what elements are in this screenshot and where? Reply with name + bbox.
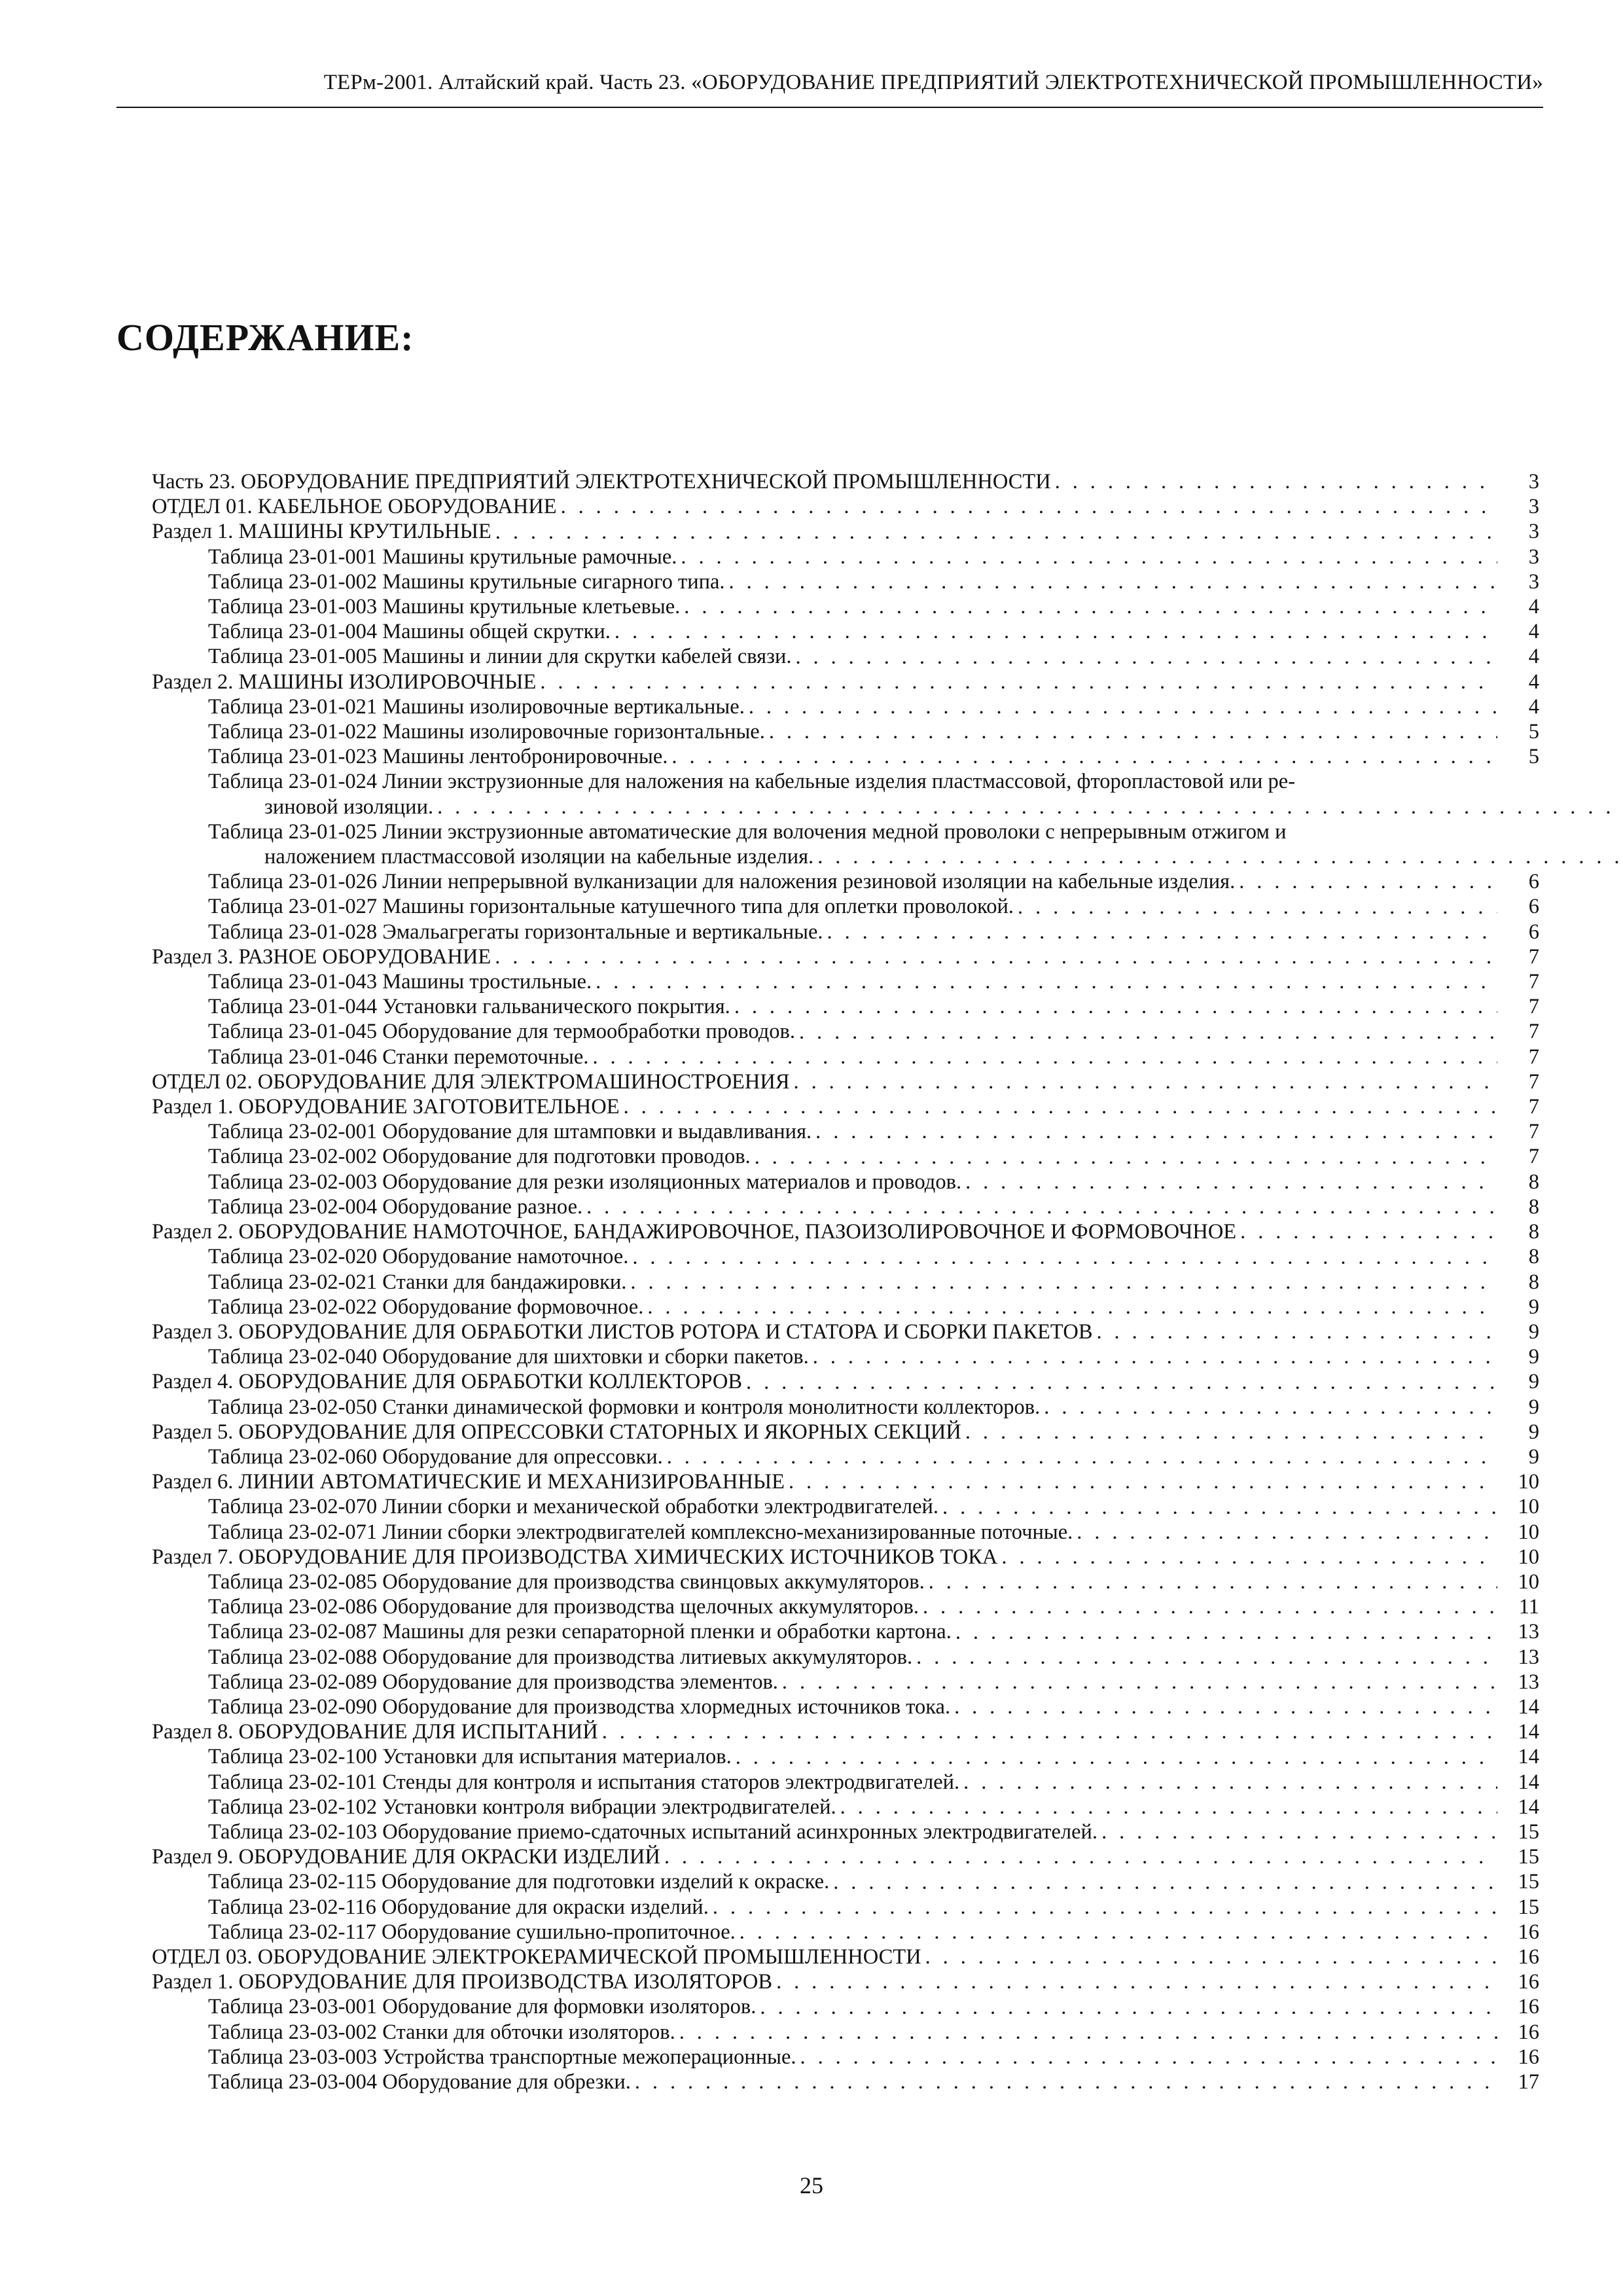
toc-entry-table[interactable] [152, 1820, 1539, 1844]
dot-leader [1051, 469, 1497, 494]
toc-entry-label: Раздел 2. МАШИНЫ ИЗОЛИРОВОЧНЫЕ [152, 670, 537, 694]
toc-entry-label: Таблица 23-03-001 Оборудование для формовки изоляторов. [208, 1995, 757, 2019]
toc-entry-label: Раздел 3. РАЗНОЕ ОБОРУДОВАНИЕ [152, 944, 491, 969]
toc-entry-table[interactable] [152, 994, 1539, 1019]
toc-entry-table[interactable] [152, 569, 1539, 594]
toc-entry-page: 8 [1528, 1220, 1539, 1244]
dot-leader [925, 1570, 1497, 1594]
toc-entry-table[interactable] [152, 1744, 1539, 1769]
toc-entry-page: 15 [1518, 1845, 1539, 1869]
toc-entry-label-continued: наложением пластмассовой изоляции на кабельные изделия. [264, 845, 814, 869]
toc-entry-label: Таблица 23-01-002 Машины крутильные сигарного типа. [208, 569, 725, 594]
toc-entry-label: Таблица 23-02-002 Оборудование для подготовки проводов. [208, 1145, 751, 1169]
dot-leader [959, 1770, 1497, 1795]
toc-entry-label: Таблица 23-01-028 Эмальагрегаты горизонтальные и вертикальные. [208, 920, 823, 944]
toc-entry-label: Таблица 23-02-020 Оборудование намоточное. [208, 1245, 629, 1269]
toc-entry-table[interactable] [152, 1795, 1539, 1820]
dot-leader [725, 569, 1497, 594]
toc-entry-label: Таблица 23-02-089 Оборудование для производства элементов. [208, 1670, 778, 1694]
toc-entry-label: Раздел 9. ОБОРУДОВАНИЕ ДЛЯ ОКРАСКИ ИЗДЕЛИЙ [152, 1845, 660, 1869]
toc-entry-page: 9 [1528, 1295, 1539, 1319]
toc-entry-section[interactable] [152, 494, 1539, 519]
toc-entry-label: Таблица 23-02-040 Оборудование для шихтовки и сборки пакетов. [208, 1345, 809, 1369]
toc-entry-page: 7 [1528, 970, 1539, 994]
toc-entry-page: 6 [1528, 870, 1539, 894]
toc-entry-page: 3 [1528, 470, 1539, 493]
dot-leader [1014, 895, 1497, 920]
toc-entry-page: 3 [1528, 545, 1539, 569]
toc-entry-page: 16 [1518, 1995, 1539, 2019]
dot-leader [668, 744, 1497, 769]
toc-entry-label: Раздел 4. ОБОРУДОВАНИЕ ДЛЯ ОБРАБОТКИ КОЛЛЕКТОРОВ [152, 1370, 743, 1394]
toc-entry-section[interactable] [152, 1969, 1539, 1994]
toc-entry-label: Раздел 7. ОБОРУДОВАНИЕ ДЛЯ ПРОИЗВОДСТВА ХИМИЧЕСКИХ ИСТОЧНИКОВ ТОКА [152, 1545, 998, 1569]
dot-leader [491, 944, 1497, 969]
toc-entry-label: Таблица 23-02-103 Оборудование приемо-сдаточных испытаний асинхронных электродвигателей. [208, 1820, 1098, 1844]
toc-entry-section[interactable] [152, 1094, 1539, 1119]
dot-leader [790, 1069, 1497, 1094]
toc-entry[interactable] [152, 769, 1539, 819]
dot-leader [836, 1795, 1497, 1820]
toc-entry-table[interactable] [152, 2020, 1539, 2045]
toc-entry-table[interactable] [152, 1170, 1539, 1194]
toc-entry-label: Таблица 23-01-003 Машины крутильные клетьевые. [208, 595, 681, 619]
toc-entry-label: Таблица 23-02-088 Оборудование для производства литиевых аккумуляторов. [208, 1645, 913, 1669]
toc-entry-page: 7 [1528, 1069, 1539, 1094]
toc-entry-page: 8 [1528, 1194, 1539, 1219]
dot-leader [592, 969, 1497, 994]
toc-entry-table[interactable] [152, 1920, 1539, 1945]
dot-leader [643, 1295, 1497, 1319]
toc-entry-page: 16 [1518, 1945, 1539, 1969]
toc-entry-label: Раздел 3. ОБОРУДОВАНИЕ ДЛЯ ОБРАБОТКИ ЛИСТОВ РОТОРА И СТАТОРА И СБОРКИ ПАКЕТОВ [152, 1319, 1093, 1344]
dot-leader [611, 619, 1497, 644]
toc-entry-label: Таблица 23-01-021 Машины изолировочные вертикальные. [208, 694, 745, 719]
dot-leader [952, 1620, 1497, 1645]
toc-entry-label: ОТДЕЛ 03. ОБОРУДОВАНИЕ ЭЛЕКТРОКЕРАМИЧЕСКОЙ ПРОМЫШЛЕННОСТИ [152, 1945, 921, 1969]
toc-entry-label: Таблица 23-02-050 Станки динамической формовки и контроля монолитности коллекторов. [208, 1395, 1041, 1419]
toc-entry-label: Раздел 6. ЛИНИИ АВТОМАТИЧЕСКИЕ И МЕХАНИЗИРОВАННЫЕ [152, 1470, 785, 1494]
toc-entry-page: 3 [1528, 495, 1539, 519]
toc-entry-page: 10 [1518, 1520, 1539, 1544]
toc-entry-label: Таблица 23-01-026 Линии непрерывной вулканизации для наложения резиновой изоляции на кабельные изделия. [208, 870, 1236, 894]
toc-entry-page: 7 [1528, 1095, 1539, 1119]
header-rule [116, 107, 1543, 108]
table-of-contents [152, 469, 1539, 2094]
toc-entry-page: 7 [1528, 995, 1539, 1019]
toc-entry-page: 8 [1528, 1170, 1539, 1194]
dot-leader [1235, 869, 1497, 894]
dot-leader [745, 694, 1497, 719]
dot-leader [709, 1895, 1497, 1920]
dot-leader [813, 844, 1623, 869]
toc-entry-page: 3 [1528, 520, 1539, 544]
toc-entry-page: 9 [1528, 1444, 1539, 1469]
toc-entry-table[interactable] [152, 2070, 1539, 2094]
toc-entry-label: Таблица 23-02-070 Линии сборки и механической обработки электродвигателей. [208, 1495, 939, 1519]
toc-entry-label: Раздел 1. ОБОРУДОВАНИЕ ЗАГОТОВИТЕЛЬНОЕ [152, 1095, 620, 1119]
toc-entry-page: 6 [1528, 920, 1539, 944]
dot-leader [677, 545, 1497, 569]
toc-entry-label: Раздел 5. ОБОРУДОВАНИЕ ДЛЯ ОПРЕССОВКИ СТАТОРНЫХ И ЯКОРНЫХ СЕКЦИЙ [152, 1420, 961, 1444]
toc-entry-page: 16 [1518, 1920, 1539, 1944]
toc-entry-page: 16 [1518, 1970, 1539, 1994]
toc-entry-label: Таблица 23-01-024 Линии экструзионные для наложения на кабельные изделия пластмассовой, фторопластовой или ре- [208, 770, 1296, 794]
toc-entry-table[interactable] [152, 619, 1539, 644]
toc-entry-label: Таблица 23-02-021 Станки для бандажировки. [208, 1270, 627, 1294]
toc-entry-page: 9 [1528, 1345, 1539, 1369]
toc-entry-section[interactable] [152, 1469, 1539, 1494]
dot-leader [1040, 1395, 1497, 1420]
toc-entry-page: 10 [1518, 1570, 1539, 1594]
toc-entry-page: 8 [1528, 1245, 1539, 1269]
dot-leader [732, 1745, 1497, 1770]
dot-leader [921, 1945, 1497, 1969]
toc-entry-page: 7 [1528, 1145, 1539, 1169]
toc-entry-table[interactable] [152, 1144, 1539, 1169]
toc-title: СОДЕРЖАНИЕ: [116, 316, 414, 359]
toc-entry-section[interactable] [152, 1319, 1539, 1344]
toc-entry-page: 13 [1518, 1620, 1539, 1644]
dot-leader [620, 1094, 1497, 1119]
dot-leader [912, 1645, 1497, 1670]
toc-entry-page: 13 [1518, 1670, 1539, 1694]
toc-entry-table[interactable] [152, 1395, 1539, 1420]
toc-entry-label: Таблица 23-02-004 Оборудование разное. [208, 1194, 583, 1219]
toc-entry-label: Таблица 23-02-086 Оборудование для производства щелочных аккумуляторов. [208, 1595, 919, 1619]
toc-entry-page: 14 [1518, 1745, 1539, 1769]
toc-entry-label: Таблица 23-01-022 Машины изолировочные горизонтальные. [208, 720, 765, 744]
toc-entry-label: Таблица 23-02-085 Оборудование для производства свинцовых аккумуляторов. [208, 1570, 925, 1594]
dot-leader [1097, 1820, 1497, 1844]
dot-leader [598, 1719, 1497, 1744]
dot-leader [823, 920, 1497, 944]
dot-leader [557, 494, 1497, 519]
toc-entry-label: ОТДЕЛ 02. ОБОРУДОВАНИЕ ДЛЯ ЭЛЕКТРОМАШИНОСТРОЕНИЯ [152, 1069, 790, 1094]
toc-entry-page: 7 [1528, 1020, 1539, 1044]
toc-entry-table[interactable] [152, 1994, 1539, 2019]
toc-entry-section[interactable] [152, 944, 1539, 969]
toc-entry-table[interactable] [152, 894, 1539, 919]
toc-entry-page: 11 [1518, 1595, 1539, 1619]
dot-leader [961, 1420, 1497, 1444]
toc-entry-page: 4 [1528, 670, 1539, 694]
toc-entry-table[interactable] [152, 694, 1539, 719]
toc-entry-table[interactable] [152, 1619, 1539, 1644]
toc-entry-table[interactable] [152, 1019, 1539, 1044]
dot-leader [628, 1245, 1497, 1270]
dot-leader [938, 1495, 1497, 1520]
toc-entry-label: Таблица 23-01-004 Машины общей скрутки. [208, 620, 611, 644]
dot-leader [660, 1844, 1497, 1869]
toc-entry-table[interactable] [152, 1270, 1539, 1295]
toc-entry-table[interactable] [152, 920, 1539, 944]
toc-entry-label: Раздел 1. МАШИНЫ КРУТИЛЬНЫЕ [152, 520, 491, 544]
toc-entry-page: 10 [1518, 1545, 1539, 1569]
toc-entry-section[interactable] [152, 1945, 1539, 1969]
dot-leader [582, 1194, 1497, 1219]
toc-entry-page: 5 [1528, 720, 1539, 744]
dot-leader [772, 1969, 1497, 1994]
toc-entry-label: Таблица 23-01-027 Машины горизонтальные катушечного типа для оплетки проволокой. [208, 895, 1014, 919]
dot-leader [626, 1270, 1497, 1295]
toc-entry-label: Таблица 23-02-116 Оборудование для окраски изделий. [208, 1895, 709, 1919]
toc-entry-page: 4 [1528, 620, 1539, 644]
toc-entry-page: 14 [1518, 1720, 1539, 1744]
toc-entry-label: Раздел 8. ОБОРУДОВАНИЕ ДЛЯ ИСПЫТАНИЙ [152, 1720, 598, 1744]
dot-leader [919, 1594, 1497, 1619]
toc-entry-table[interactable] [152, 1695, 1539, 1719]
dot-leader [631, 2070, 1497, 2094]
toc-entry-label: Раздел 2. ОБОРУДОВАНИЕ НАМОТОЧНОЕ, БАНДАЖИРОВОЧНОЕ, ПАЗОИЗОЛИРОВОЧНОЕ И ФОРМОВОЧНОЕ [152, 1220, 1237, 1244]
running-header: ТЕРм-2001. Алтайский край. Часть 23. «ОБОРУДОВАНИЕ ПРЕДПРИЯТИЙ ЭЛЕКТРОТЕХНИЧЕСКОЙ ПРОМЫШЛЕННОСТИ» [323, 71, 1543, 94]
dot-leader [961, 1170, 1497, 1194]
toc-entry-page: 16 [1518, 2020, 1539, 2044]
toc-entry-page: 7 [1528, 1120, 1539, 1144]
toc-entry-section[interactable] [152, 1420, 1539, 1444]
toc-entry-section[interactable] [152, 519, 1539, 544]
toc-entry-table[interactable] [152, 1520, 1539, 1545]
dot-leader [588, 1045, 1497, 1069]
toc-entry-table[interactable] [152, 969, 1539, 994]
dot-leader [778, 1670, 1497, 1695]
dot-leader [795, 1020, 1497, 1045]
dot-leader [756, 1995, 1497, 2020]
toc-entry-page: 17 [1518, 2070, 1539, 2094]
toc-entry-page: 7 [1528, 944, 1539, 969]
toc-entry-label: Таблица 23-02-001 Оборудование для штамповки и выдавливания. [208, 1120, 812, 1144]
toc-entry-label: Таблица 23-02-003 Оборудование для резки изоляционных материалов и проводов. [208, 1170, 962, 1194]
toc-entry-page: 6 [1528, 895, 1539, 919]
toc-entry-table[interactable] [152, 744, 1539, 769]
toc-entry-table[interactable] [152, 1444, 1539, 1469]
toc-entry-page: 4 [1528, 694, 1539, 719]
dot-leader [680, 594, 1497, 619]
toc-entry-table[interactable] [152, 1670, 1539, 1695]
toc-entry-page: 5 [1528, 745, 1539, 769]
dot-leader [663, 1444, 1497, 1469]
dot-leader [997, 1545, 1497, 1570]
toc-entry-label-continued: зиновой изоляции. [264, 795, 434, 819]
toc-entry-table[interactable] [152, 1895, 1539, 1920]
toc-entry-page: 4 [1528, 645, 1539, 669]
toc-entry-page: 9 [1528, 1395, 1539, 1419]
toc-entry-label: Таблица 23-01-023 Машины лентобронировочные. [208, 745, 668, 769]
toc-entry-label: Таблица 23-01-025 Линии экструзионные автоматические для волочения медной проволоки с непрерывным отжигом и [208, 819, 1287, 844]
dot-leader [809, 1344, 1497, 1369]
toc-entry-label: Таблица 23-01-046 Станки перемоточные. [208, 1045, 589, 1069]
toc-entry-label: Таблица 23-02-100 Установки для испытания материалов. [208, 1745, 732, 1769]
dot-leader [1093, 1319, 1498, 1344]
toc-entry-page: 9 [1528, 1319, 1539, 1344]
toc-entry-table[interactable] [152, 1494, 1539, 1519]
toc-entry-section[interactable] [152, 670, 1539, 694]
toc-entry-table[interactable] [152, 545, 1539, 569]
toc-entry-table[interactable] [152, 1645, 1539, 1670]
toc-entry-section[interactable] [152, 1069, 1539, 1094]
toc-entry-label: Таблица 23-02-022 Оборудование формовочное. [208, 1295, 644, 1319]
toc-entry[interactable] [152, 819, 1539, 869]
toc-entry-label: Таблица 23-02-060 Оборудование для опрессовки. [208, 1444, 663, 1469]
toc-entry-label: ОТДЕЛ 01. КАБЕЛЬНОЕ ОБОРУДОВАНИЕ [152, 495, 557, 519]
toc-entry-page: 15 [1518, 1895, 1539, 1919]
toc-entry-label: Таблица 23-03-002 Станки для обточки изоляторов. [208, 2020, 675, 2044]
dot-leader [785, 1469, 1497, 1494]
toc-entry-label: Таблица 23-02-101 Стенды для контроля и испытания статоров электродвигателей. [208, 1770, 960, 1794]
toc-entry-table[interactable] [152, 594, 1539, 619]
toc-entry-page: 3 [1528, 569, 1539, 594]
toc-entry-page: 15 [1518, 1820, 1539, 1844]
toc-entry-table[interactable] [152, 1344, 1539, 1369]
dot-leader [730, 994, 1497, 1019]
dot-leader [751, 1145, 1497, 1170]
toc-entry-table[interactable] [152, 1770, 1539, 1795]
toc-entry-table[interactable] [152, 1244, 1539, 1269]
toc-entry-label: Таблица 23-01-005 Машины и линии для скрутки кабелей связи. [208, 645, 792, 669]
toc-entry-label: Таблица 23-02-071 Линии сборки электродвигателей комплексно-механизированные поточные. [208, 1520, 1073, 1544]
toc-entry-label: Таблица 23-02-087 Машины для резки сепараторной пленки и обработки картона. [208, 1620, 952, 1644]
toc-entry-page: 16 [1518, 2045, 1539, 2069]
toc-entry-section[interactable] [152, 1545, 1539, 1570]
toc-entry-table[interactable] [152, 1594, 1539, 1619]
toc-entry-label: Таблица 23-02-090 Оборудование для производства хлормедных источников тока. [208, 1695, 951, 1719]
toc-entry-label: Таблица 23-01-044 Установки гальванического покрытия. [208, 995, 730, 1019]
toc-entry-table[interactable] [152, 1570, 1539, 1594]
toc-entry-page: 8 [1528, 1270, 1539, 1294]
toc-entry-table[interactable] [152, 1295, 1539, 1319]
dot-leader [950, 1695, 1497, 1719]
toc-entry-label: Таблица 23-01-045 Оборудование для термообработки проводов. [208, 1020, 795, 1044]
dot-leader [491, 520, 1497, 545]
toc-entry-label: Таблица 23-03-004 Оборудование для обрезки. [208, 2070, 631, 2094]
toc-entry-label: Часть 23. ОБОРУДОВАНИЕ ПРЕДПРИЯТИЙ ЭЛЕКТРОТЕХНИЧЕСКОЙ ПРОМЫШЛЕННОСТИ [152, 470, 1051, 493]
dot-leader [736, 1920, 1497, 1945]
toc-entry-table[interactable] [152, 1869, 1539, 1894]
dot-leader [796, 2045, 1497, 2070]
toc-entry-page: 7 [1528, 1045, 1539, 1069]
toc-entry-section[interactable] [152, 469, 1539, 494]
toc-entry-table[interactable] [152, 719, 1539, 744]
toc-entry-page: 9 [1528, 1370, 1539, 1394]
toc-entry-page: 9 [1528, 1420, 1539, 1444]
toc-entry-page: 10 [1518, 1470, 1539, 1494]
toc-entry-label: Таблица 23-02-102 Установки контроля вибрации электродвигателей. [208, 1795, 836, 1819]
toc-entry-table[interactable] [152, 1194, 1539, 1219]
toc-entry-section[interactable] [152, 1219, 1539, 1244]
toc-entry-table[interactable] [152, 644, 1539, 669]
toc-entry-table[interactable] [152, 869, 1539, 894]
dot-leader [812, 1119, 1497, 1144]
dot-leader [1236, 1219, 1497, 1244]
dot-leader [765, 719, 1497, 744]
toc-entry-label: Раздел 1. ОБОРУДОВАНИЕ ДЛЯ ПРОИЗВОДСТВА ИЗОЛЯТОРОВ [152, 1970, 773, 1994]
toc-entry-page: 14 [1518, 1795, 1539, 1819]
dot-leader [742, 1370, 1497, 1395]
dot-leader [536, 670, 1497, 694]
toc-entry-section[interactable] [152, 1719, 1539, 1744]
toc-entry-page: 4 [1528, 595, 1539, 619]
toc-entry-table[interactable] [152, 1119, 1539, 1144]
dot-leader [791, 645, 1497, 670]
toc-entry-label: Таблица 23-01-043 Машины тростильные. [208, 970, 592, 994]
toc-entry-section[interactable] [152, 1844, 1539, 1869]
dot-leader [675, 2020, 1497, 2045]
toc-entry-table[interactable] [152, 1045, 1539, 1069]
toc-entry-section[interactable] [152, 1369, 1539, 1394]
dot-leader [829, 1870, 1497, 1895]
toc-entry-label: Таблица 23-02-117 Оборудование сушильно-пропиточное. [208, 1920, 736, 1944]
toc-entry-page: 15 [1518, 1870, 1539, 1894]
page-number: 25 [800, 2172, 823, 2198]
toc-entry-label: Таблица 23-01-001 Машины крутильные рамочные. [208, 545, 677, 569]
toc-entry-table[interactable] [152, 2045, 1539, 2070]
toc-entry-page: 14 [1518, 1770, 1539, 1794]
toc-entry-label: Таблица 23-02-115 Оборудование для подготовки изделий к окраске. [208, 1870, 830, 1894]
toc-entry-label: Таблица 23-03-003 Устройства транспортные межоперационные. [208, 2045, 796, 2069]
dot-leader [1073, 1520, 1497, 1545]
toc-entry-page: 13 [1518, 1645, 1539, 1669]
toc-entry-page: 10 [1518, 1495, 1539, 1519]
toc-entry-page: 14 [1518, 1695, 1539, 1719]
dot-leader [433, 795, 1623, 819]
